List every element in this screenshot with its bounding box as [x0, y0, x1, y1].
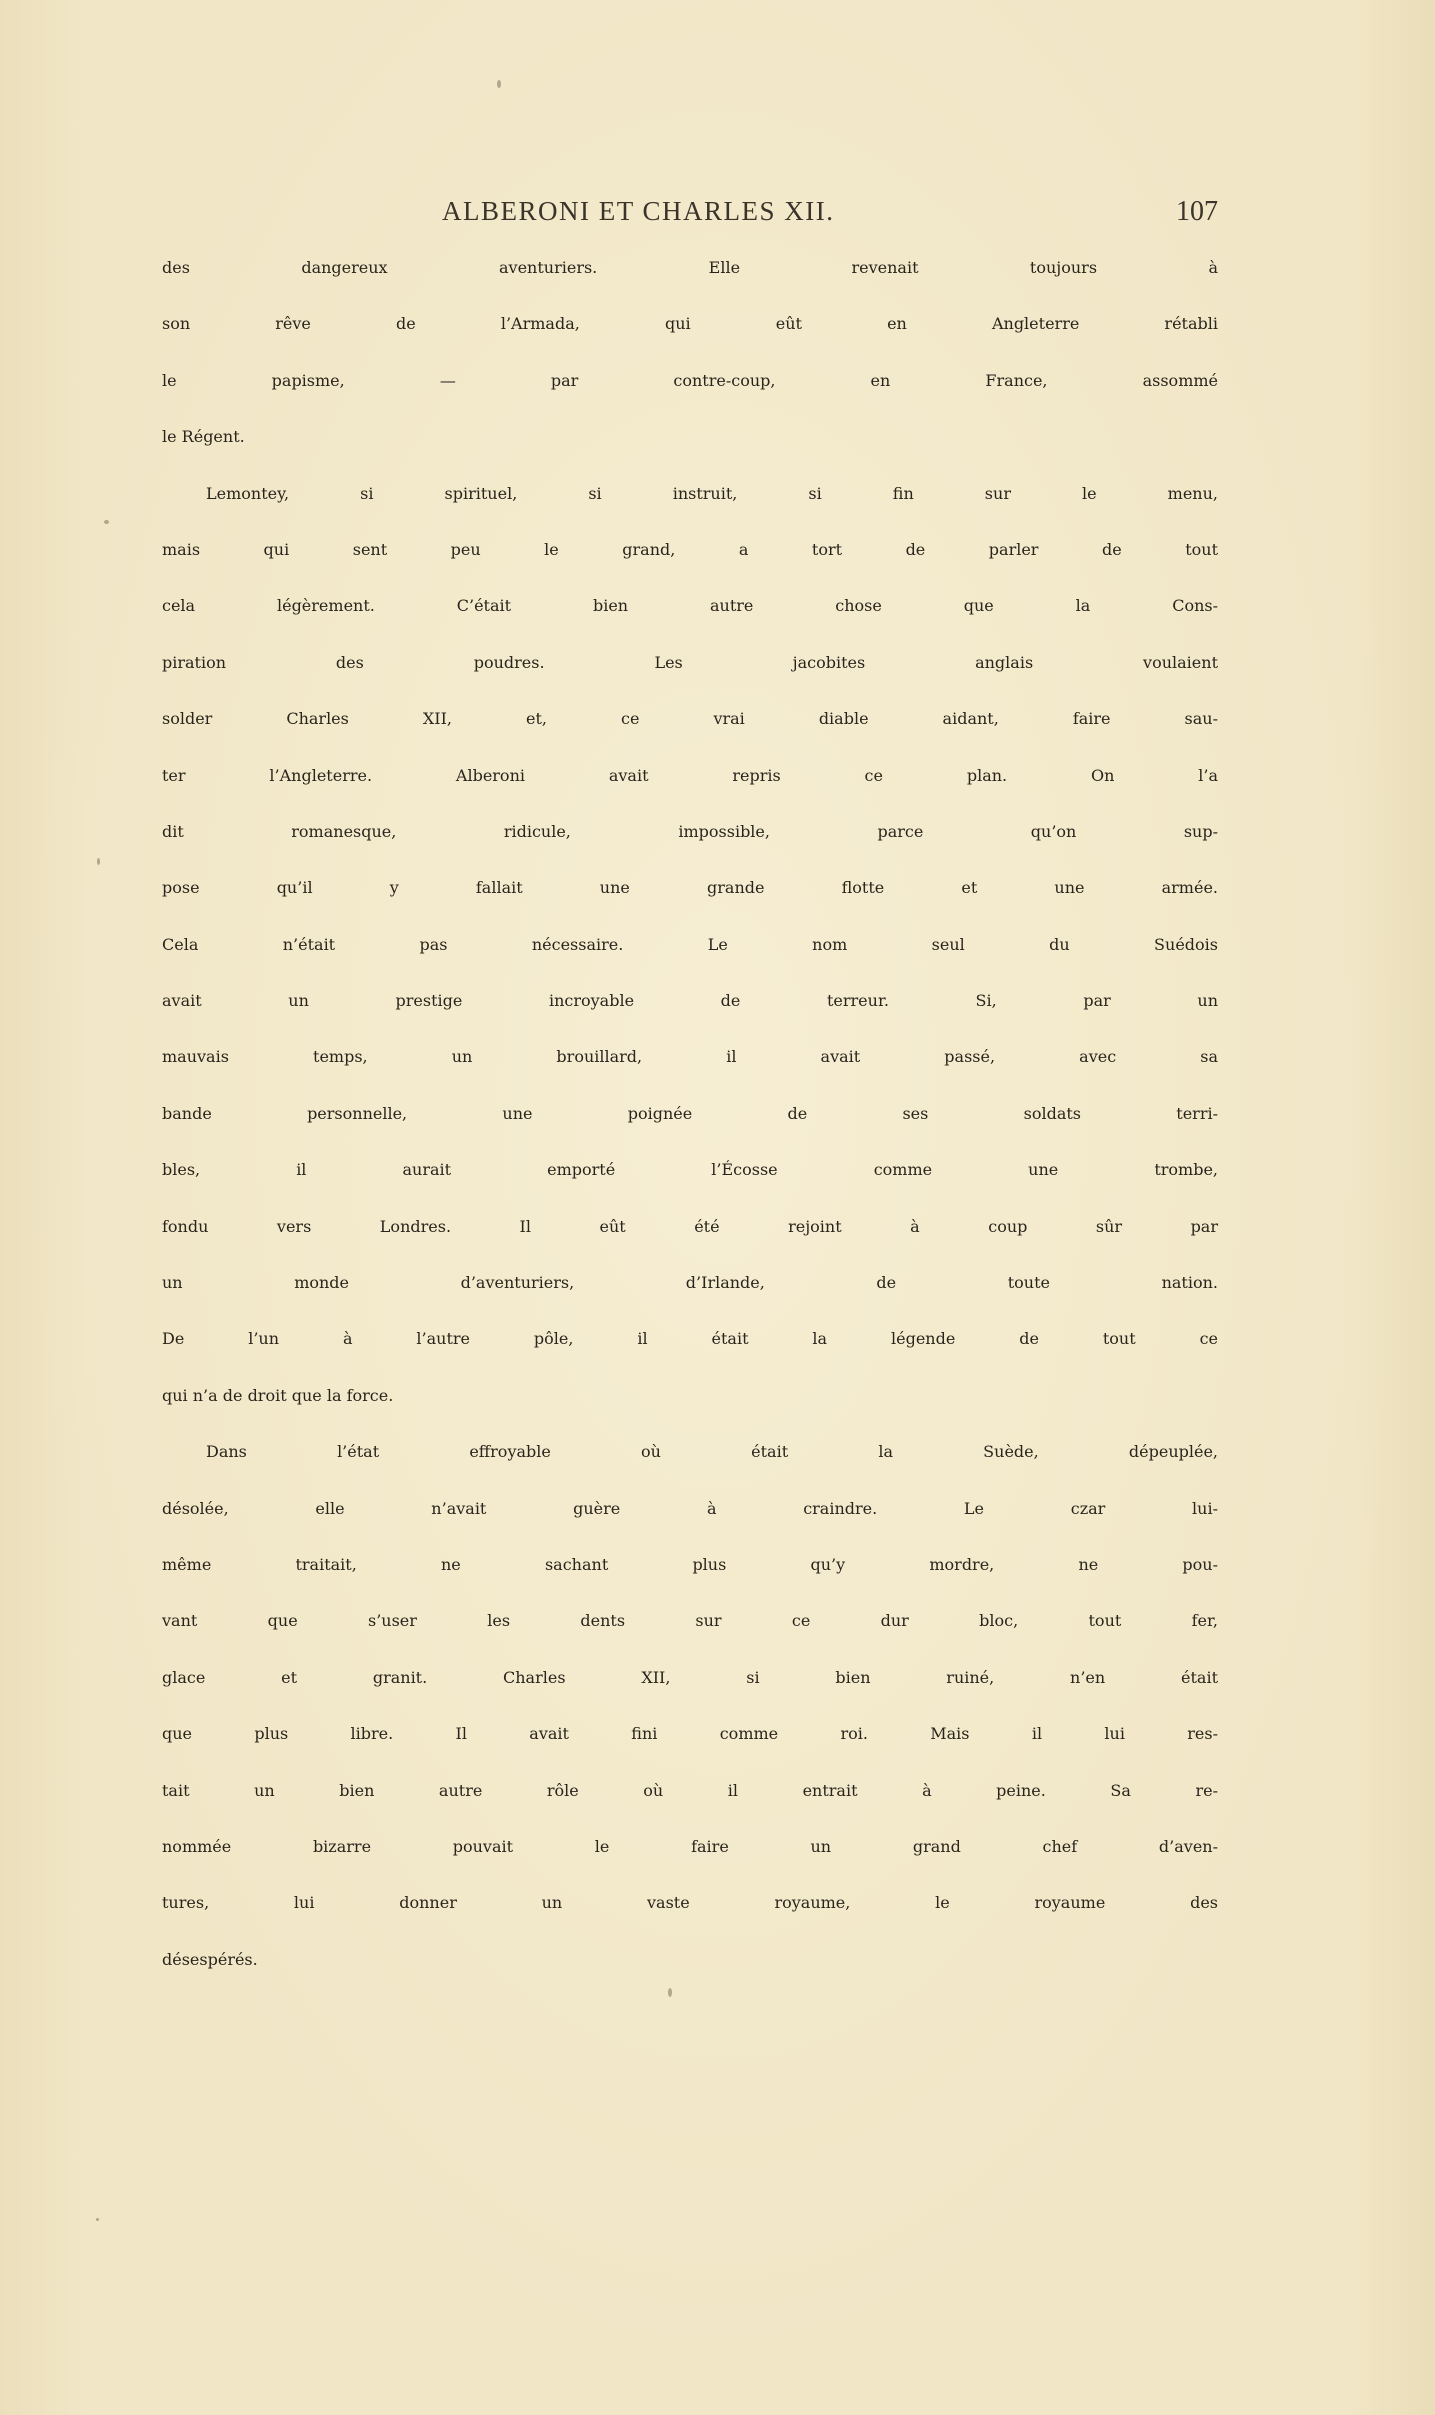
text-line: des dangereux aventuriers. Elle revenait toujours à: [162, 258, 1218, 277]
text-line: Lemontey, si spirituel, si instruit, si fin sur le menu,: [206, 483, 1218, 503]
text-line: cela légèrement. C’était bien autre chose que la Cons-: [162, 596, 1218, 616]
text-line: fondu vers Londres. Il eût été rejoint à coup sûr par: [162, 1216, 1218, 1236]
paper-speck: [97, 858, 100, 865]
text-line: bande personnelle, une poignée de ses soldats terri-: [162, 1103, 1218, 1123]
text-line: désolée, elle n’avait guère à craindre. Le czar lui-: [162, 1498, 1218, 1518]
paper-speck: [668, 1988, 672, 1997]
text-line: piration des poudres. Les jacobites anglais voulaient: [162, 652, 1218, 672]
paragraph-1: [162, 258, 1218, 484]
paragraph-3: [162, 1442, 1218, 2006]
text-line: Dans l’état effroyable où était la Suède, dépeuplée,: [206, 1442, 1218, 1462]
text-line: mauvais temps, un brouillard, il avait passé, avec sa: [162, 1047, 1218, 1067]
text-line: nommée bizarre pouvait le faire un grand chef d’aven-: [162, 1836, 1218, 1856]
text-line: vant que s’user les dents sur ce dur bloc, tout fer,: [162, 1611, 1218, 1631]
text-line: tait un bien autre rôle où il entrait à peine. Sa re-: [162, 1780, 1218, 1800]
page-header: [162, 196, 1218, 236]
running-title: ALBERONI ET CHARLES XII.: [442, 196, 835, 226]
text-line: pose qu’il y fallait une grande flotte et une armée.: [162, 878, 1218, 898]
text-line: même traitait, ne sachant plus qu’y mordre, ne pou-: [162, 1554, 1218, 1574]
paper-speck: [96, 2218, 99, 2221]
paragraph-2: [162, 484, 1218, 1443]
text-line: que plus libre. Il avait fini comme roi. Mais il lui res-: [162, 1724, 1218, 1744]
text-line: De l’un à l’autre pôle, il était la légende de tout ce: [162, 1329, 1218, 1349]
text-line: le papisme, — par contre-coup, en France, assommé: [162, 370, 1218, 390]
paper-speck: [104, 520, 109, 524]
body-text: [162, 258, 1218, 2006]
page-number: 107: [1176, 196, 1218, 227]
text-line: glace et granit. Charles XII, si bien ruiné, n’en était: [162, 1667, 1218, 1687]
text-line: ter l’Angleterre. Alberoni avait repris ce plan. On l’a: [162, 765, 1218, 785]
text-line: Cela n’était pas nécessaire. Le nom seul du Suédois: [162, 934, 1218, 954]
text-line: le Régent.: [162, 427, 245, 447]
text-line: mais qui sent peu le grand, a tort de parler de tout: [162, 539, 1218, 559]
text-line: désespérés.: [162, 1949, 258, 1969]
text-line: avait un prestige incroyable de terreur. Si, par un: [162, 991, 1218, 1011]
text-line: qui n’a de droit que la force.: [162, 1385, 394, 1405]
text-line: bles, il aurait emporté l’Écosse comme une trombe,: [162, 1160, 1218, 1180]
text-line: tures, lui donner un vaste royaume, le royaume des: [162, 1893, 1218, 1913]
text-line: solder Charles XII, et, ce vrai diable aidant, faire sau-: [162, 709, 1218, 729]
text-line: un monde d’aventuriers, d’Irlande, de toute nation.: [162, 1273, 1218, 1293]
text-line: dit romanesque, ridicule, impossible, parce qu’on sup-: [162, 821, 1218, 841]
paper-speck: [497, 80, 501, 88]
text-line: son rêve de l’Armada, qui eût en Angleterre rétabli: [162, 314, 1218, 334]
